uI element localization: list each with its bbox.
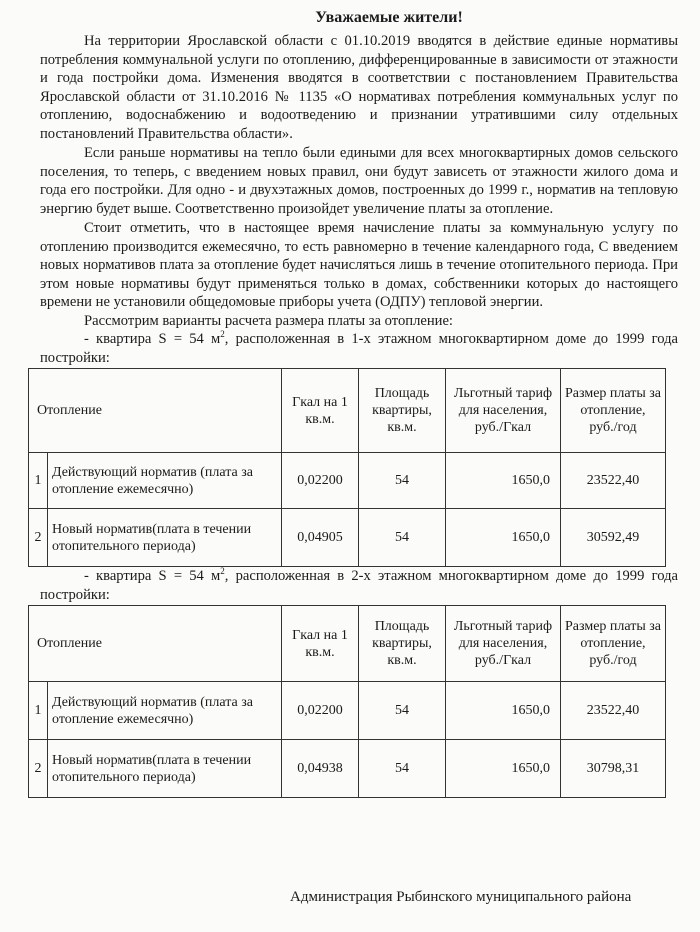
calc-lead: Рассмотрим варианты расчета размера платы за отопление: [84, 312, 453, 329]
table-header-row [29, 369, 666, 453]
footer-signature: Администрация Рыбинского муниципального района [290, 889, 632, 905]
col-area: Площадь квартиры, кв.м. [359, 369, 446, 453]
col-gcal: Гкал на 1 кв.м. [282, 606, 359, 682]
paragraph-2: Если раньше нормативы на тепло были едиными для всех многоквартирных домов сельского поселения, то теперь, с введением новых правил, они будут зависеть от этажности жилого дома и года его постройки. Для одно - и двухэтажных домов, построенных до 1999 г., норматив на тепловую энергию будет выше. Соответственно произойдет увеличение платы за отопление. [40, 145, 678, 217]
row-number: 2 [29, 509, 48, 567]
row-area: 54 [359, 509, 446, 567]
document-title: Уважаемые жители! [315, 9, 463, 26]
apartment-1-intro-sup: 2 [220, 329, 225, 340]
apartment-2-intro [40, 567, 678, 604]
row-area: 54 [359, 682, 446, 740]
apartment-2-table [28, 605, 666, 798]
paragraph-3: Стоит отметить, что в настоящее время начисление платы за коммунальную услугу по отоплению производится ежемесячно, то есть равномерно в течение календарного года, С введением новых нормативов плата за отопление будет начисляться лишь в течение отопительного периода. При этом новые нормативы будут применяться только в домах, собственники которых до настоящего времени не установили общедомовые приборы учета (ОДПУ) тепловой энергии. [40, 220, 678, 310]
table-row [29, 682, 666, 740]
row-gcal: 0,02200 [282, 453, 359, 509]
apartment-1-intro-rest: , расположенная в 1-х этажном многоквартирном доме до 1999 года постройки: [40, 331, 678, 366]
table-header-row [29, 606, 666, 682]
row-gcal: 0,04905 [282, 509, 359, 567]
col-tariff: Льготный тариф для населения, руб./Гкал [446, 369, 561, 453]
row-tariff: 1650,0 [446, 453, 561, 509]
row-tariff: 1650,0 [446, 509, 561, 567]
row-gcal: 0,02200 [282, 682, 359, 740]
table-row [29, 509, 666, 567]
apartment-1-table [28, 368, 666, 567]
row-name: Новый норматив(плата в течении отопительного периода) [48, 509, 282, 567]
row-name: Действующий норматив (плата за отопление ежемесячно) [48, 453, 282, 509]
row-number: 1 [29, 682, 48, 740]
col-gcal: Гкал на 1 кв.м. [282, 369, 359, 453]
col-heating: Отопление [29, 606, 282, 682]
table-row [29, 453, 666, 509]
col-tariff: Льготный тариф для населения, руб./Гкал [446, 606, 561, 682]
row-name: Новый норматив(плата в течении отопительного периода) [48, 740, 282, 798]
apartment-1-intro [40, 330, 678, 367]
row-name: Действующий норматив (плата за отопление ежемесячно) [48, 682, 282, 740]
apartment-2-intro-sup: 2 [220, 566, 225, 577]
row-total: 23522,40 [561, 453, 666, 509]
row-area: 54 [359, 740, 446, 798]
row-total: 30798,31 [561, 740, 666, 798]
paragraph-1: На территории Ярославской области с 01.10.2019 вводятся в действие единые нормативы потребления коммунальной услуги по отоплению, дифференцированные в зависимости от этажности и года постройки дома. Изменения вводятся в соответствии с постановлением Правительства Ярославской области от 31.10.2016 № 1135 «О нормативах потребления коммунальных услуг по отоплению, водоснабжению и водоотведению и признании утратившими силу отдельных постановлений Правительства области». [40, 33, 678, 142]
apartment-2-intro-rest: , расположенная в 2-х этажном многоквартирном доме до 1999 года постройки: [40, 568, 678, 603]
apartment-2-intro-text: - квартира S = 54 м [84, 568, 221, 584]
table-row [29, 740, 666, 798]
row-number: 2 [29, 740, 48, 798]
apartment-1-intro-text: - квартира S = 54 м [84, 331, 221, 347]
row-total: 30592,49 [561, 509, 666, 567]
row-gcal: 0,04938 [282, 740, 359, 798]
col-area: Площадь квартиры, кв.м. [359, 606, 446, 682]
row-number: 1 [29, 453, 48, 509]
row-tariff: 1650,0 [446, 740, 561, 798]
row-tariff: 1650,0 [446, 682, 561, 740]
col-heating: Отопление [29, 369, 282, 453]
row-area: 54 [359, 453, 446, 509]
col-total: Размер платы за отопление, руб./год [561, 369, 666, 453]
row-total: 23522,40 [561, 682, 666, 740]
col-total: Размер платы за отопление, руб./год [561, 606, 666, 682]
